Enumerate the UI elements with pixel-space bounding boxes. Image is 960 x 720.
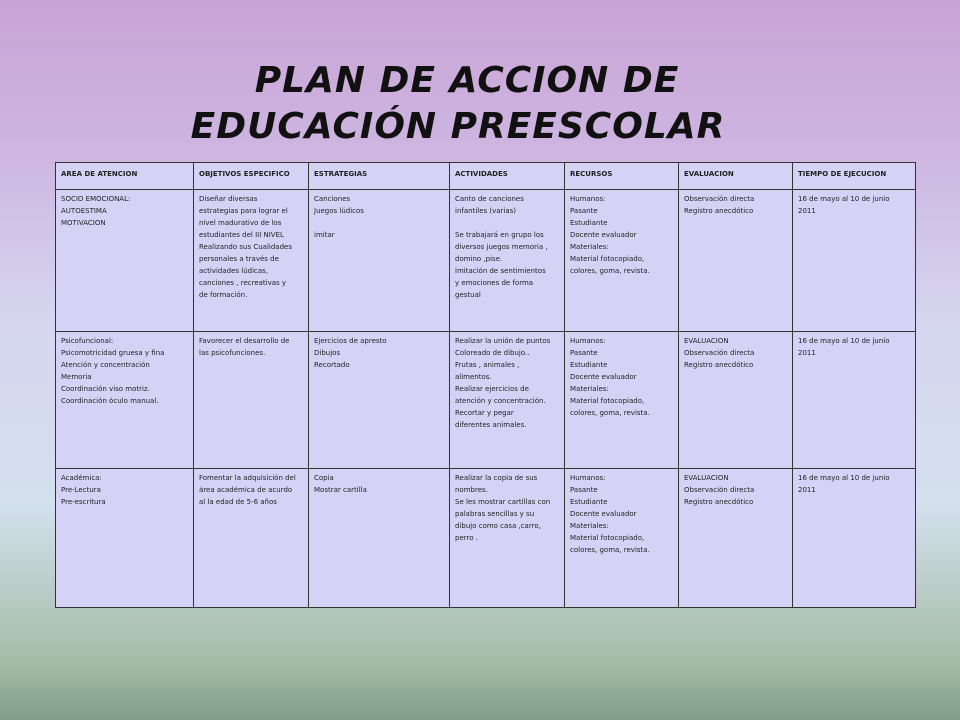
cell-area — [56, 469, 194, 608]
header-evaluacion: EVALUACION — [679, 163, 793, 190]
cell-line: Se trabajará en grupo los — [455, 231, 544, 239]
cell-line: de formación. — [199, 291, 248, 299]
cell-line: Humanos: — [570, 337, 606, 345]
cell-line: Ejercicios de apresto — [314, 337, 387, 345]
cell-line: Realizar la unión de puntos — [455, 337, 551, 345]
cell-line: Materiales: — [570, 522, 609, 530]
cell-evaluacion — [679, 469, 793, 608]
cell-line: área académica de acurdo — [199, 486, 293, 494]
table-header-row — [56, 163, 916, 190]
cell-line: 16 de mayo al 10 de junio — [798, 474, 890, 482]
cell-recursos — [565, 190, 679, 332]
cell-objetivos — [194, 469, 309, 608]
cell-line: Recortado — [314, 361, 350, 369]
cell-line: palabras sencillas y su — [455, 510, 535, 518]
cell-line: al la edad de 5-6 años — [199, 498, 277, 506]
cell-line: Pasante — [570, 207, 598, 215]
cell-line: SOCIO EMOCIONAL: — [61, 195, 131, 203]
cell-line: Coloreado de dibujo.. — [455, 349, 530, 357]
cell-line — [314, 217, 444, 229]
cell-line: Recortar y pegar — [455, 409, 514, 417]
cell-line: 16 de mayo al 10 de junio — [798, 195, 890, 203]
cell-line: Pasante — [570, 349, 598, 357]
cell-objetivos — [194, 190, 309, 332]
cell-line: Observación directa — [684, 486, 755, 494]
cell-line: gestual — [455, 291, 481, 299]
cell-line: Psicofuncional: — [61, 337, 114, 345]
cell-line: Pre-escritura — [61, 498, 106, 506]
page-title — [0, 58, 960, 150]
header-tiempo: TIEMPO DE EJECUCION — [793, 163, 916, 190]
cell-line: Frutas , animales , — [455, 361, 520, 369]
cell-line: Mostrar cartilla — [314, 486, 367, 494]
cell-recursos — [565, 332, 679, 469]
header-actividades: ACTIVIDADES — [450, 163, 565, 190]
cell-line: Dibujos — [314, 349, 341, 357]
cell-actividades — [450, 332, 565, 469]
cell-tiempo — [793, 190, 916, 332]
header-estrategias: ESTRATEGIAS — [309, 163, 450, 190]
cell-line: Material fotocopiado, — [570, 534, 645, 542]
cell-line: EVALUACION — [684, 337, 729, 345]
cell-line: Registro anecdótico — [684, 498, 754, 506]
cell-line: personales a través de — [199, 255, 279, 263]
cell-line: Realizando sus Cualidades — [199, 243, 292, 251]
cell-line: Materiales: — [570, 385, 609, 393]
cell-line: Material fotocopiado, — [570, 255, 645, 263]
action-plan-table — [55, 162, 916, 608]
cell-line: colores, goma, revista. — [570, 409, 650, 417]
cell-line: colores, goma, revista. — [570, 267, 650, 275]
cell-line: MOTIVACION — [61, 219, 106, 227]
cell-area — [56, 332, 194, 469]
cell-line: nombres. — [455, 486, 488, 494]
cell-line: diversos juegos memoria , — [455, 243, 548, 251]
cell-line: domino ,pise. — [455, 255, 503, 263]
cell-line: Diseñar diversas — [199, 195, 258, 203]
header-recursos: RECURSOS — [565, 163, 679, 190]
cell-estrategias — [309, 469, 450, 608]
cell-line: Memoria — [61, 373, 92, 381]
cell-line: Estudiante — [570, 498, 608, 506]
cell-line: 2011 — [798, 349, 816, 357]
title-line-2: EDUCACIÓN PREESCOLAR — [190, 106, 726, 147]
cell-line: colores, goma, revista. — [570, 546, 650, 554]
cell-line: Coordinación viso motriz. — [61, 385, 150, 393]
cell-line: Observación directa — [684, 195, 755, 203]
cell-objetivos — [194, 332, 309, 469]
cell-line: estudiantes del III NIVEL — [199, 231, 284, 239]
cell-tiempo — [793, 469, 916, 608]
header-area: AREA DE ATENCION — [56, 163, 194, 190]
cell-line: infantiles (varias) — [455, 207, 517, 215]
table-row — [56, 190, 916, 332]
cell-line: estrategias para lograr el — [199, 207, 288, 215]
cell-line — [455, 217, 559, 229]
cell-line: Estudiante — [570, 361, 608, 369]
cell-line: 2011 — [798, 207, 816, 215]
cell-line: Pasante — [570, 486, 598, 494]
cell-line: Canto de canciones — [455, 195, 524, 203]
cell-line: alimentos. — [455, 373, 492, 381]
cell-line: Material fotocopiado, — [570, 397, 645, 405]
cell-line: Psicomotricidad gruesa y fina — [61, 349, 165, 357]
cell-line: AUTOESTIMA — [61, 207, 107, 215]
cell-line: Observación directa — [684, 349, 755, 357]
cell-area — [56, 190, 194, 332]
cell-line: Docente evaluador — [570, 373, 637, 381]
title-line-1: PLAN DE ACCION DE — [254, 60, 680, 101]
cell-actividades — [450, 469, 565, 608]
cell-line: Canciones — [314, 195, 351, 203]
cell-recursos — [565, 469, 679, 608]
cell-line: Juegos lúdicos — [314, 207, 364, 215]
cell-line: actividades lúdicas, — [199, 267, 269, 275]
table-row — [56, 332, 916, 469]
cell-line: imitar — [314, 231, 335, 239]
cell-tiempo — [793, 332, 916, 469]
cell-line: Registro anecdótico — [684, 361, 754, 369]
cell-line: Docente evaluador — [570, 231, 637, 239]
table-row — [56, 469, 916, 608]
cell-line: Coordinación óculo manual. — [61, 397, 159, 405]
cell-line: 2011 — [798, 486, 816, 494]
cell-line: Realizar la copia de sus — [455, 474, 538, 482]
cell-line: Estudiante — [570, 219, 608, 227]
header-objetivos: OBJETIVOS ESPECIFICO — [194, 163, 309, 190]
cell-line: atención y concentración. — [455, 397, 546, 405]
cell-line: las psicofunciones. — [199, 349, 266, 357]
cell-line: Registro anecdótico — [684, 207, 754, 215]
cell-line: Realizar ejercicios de — [455, 385, 529, 393]
cell-line: Copia — [314, 474, 334, 482]
cell-line: nivel madurativo de los — [199, 219, 282, 227]
cell-line: Se les mostrar cartillas con — [455, 498, 551, 506]
cell-line: imitación de sentimientos — [455, 267, 546, 275]
cell-line: Humanos: — [570, 195, 606, 203]
cell-line: y emociones de forma — [455, 279, 534, 287]
cell-line: 16 de mayo al 10 de junio — [798, 337, 890, 345]
cell-line: dibujo como casa ,carro, — [455, 522, 541, 530]
cell-line: EVALUACION — [684, 474, 729, 482]
cell-line: Atención y concentración — [61, 361, 150, 369]
cell-line: Humanos: — [570, 474, 606, 482]
cell-line: Pre-Lectura — [61, 486, 101, 494]
cell-evaluacion — [679, 190, 793, 332]
cell-line: diferentes animales. — [455, 421, 527, 429]
cell-estrategias — [309, 332, 450, 469]
cell-line: Académica: — [61, 474, 102, 482]
cell-line: perro . — [455, 534, 478, 542]
cell-line: Fomentar la adquisición del — [199, 474, 296, 482]
cell-evaluacion — [679, 332, 793, 469]
cell-actividades — [450, 190, 565, 332]
cell-line: canciones , recreativas y — [199, 279, 287, 287]
cell-line: Materiales: — [570, 243, 609, 251]
cell-estrategias — [309, 190, 450, 332]
cell-line: Favorecer el desarrollo de — [199, 337, 290, 345]
cell-line: Docente evaluador — [570, 510, 637, 518]
